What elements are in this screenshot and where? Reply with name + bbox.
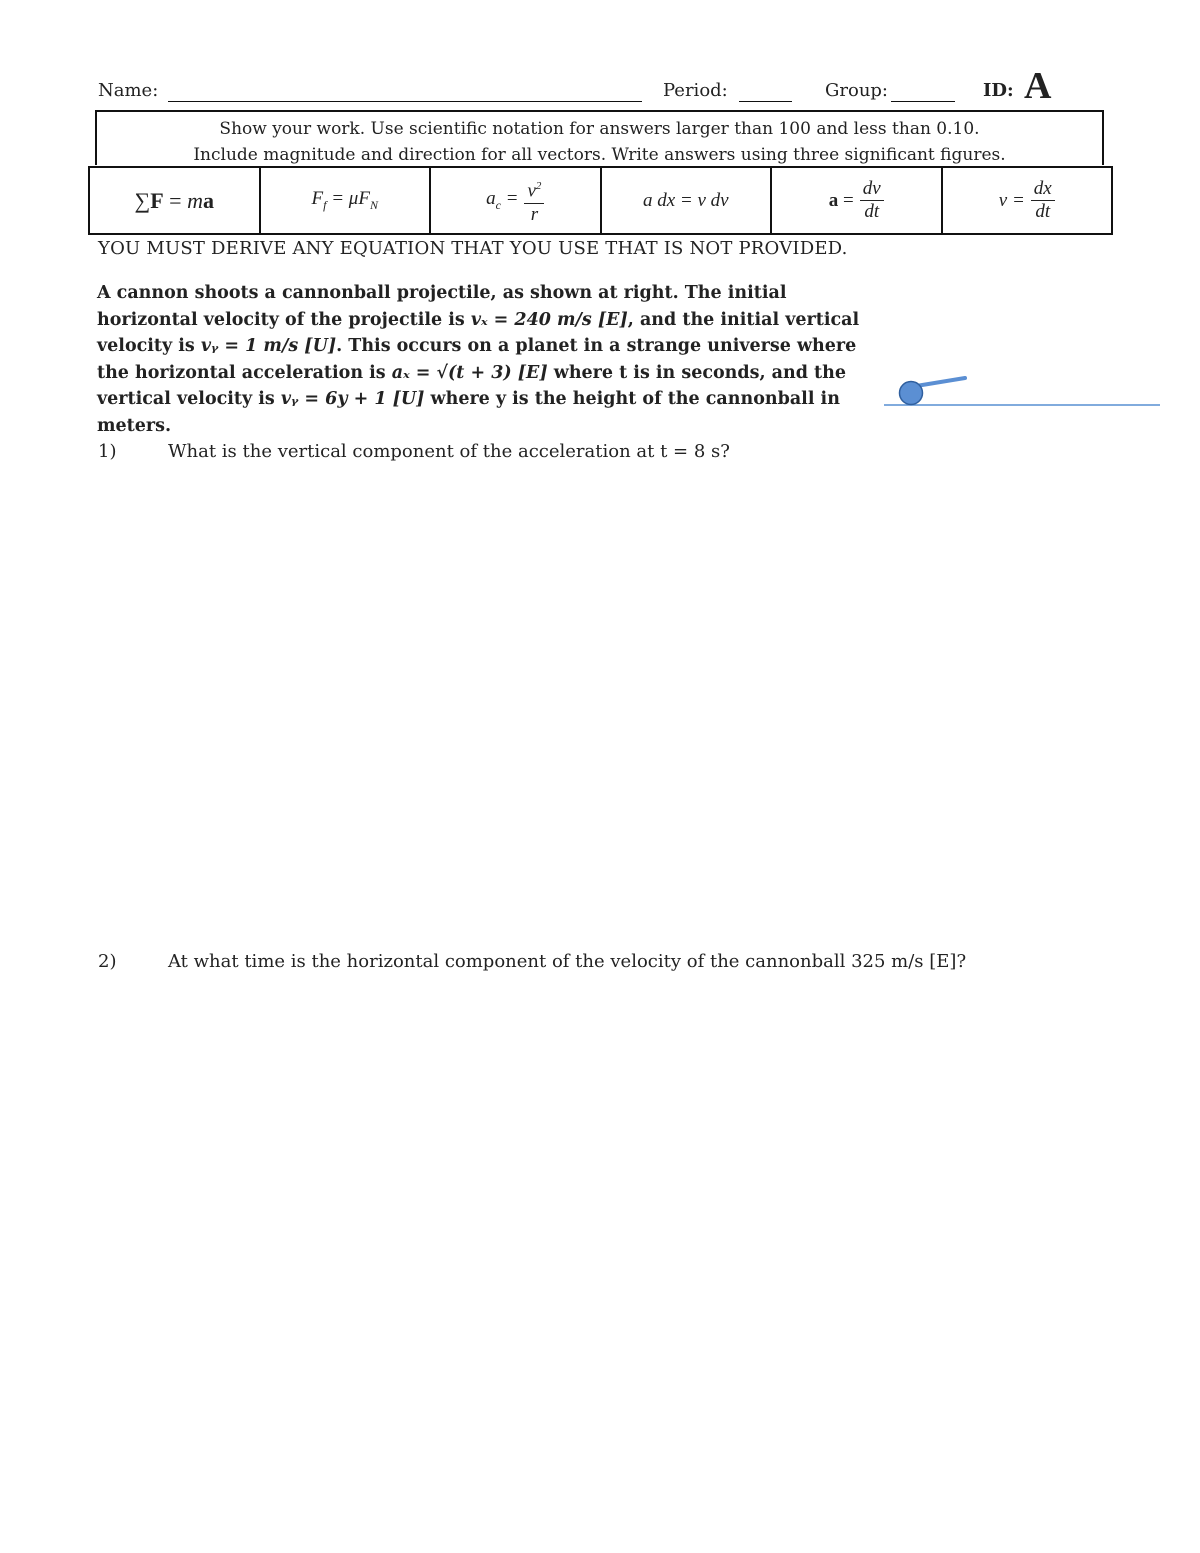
equation-centripetal (431, 168, 602, 233)
vx-expression: vₓ = 240 m/s [E] (470, 309, 628, 330)
equation-fraction: $\frac{v^2}{r}$ (524, 175, 544, 225)
derive-note: YOU MUST DERIVE ANY EQUATION THAT YOU USE THAT IS NOT PROVIDED. (98, 238, 848, 259)
period-blank[interactable] (739, 101, 792, 102)
instructions-box (95, 110, 1104, 165)
equation-text: $a_c$ = (486, 188, 519, 212)
cannon-figure (880, 370, 1170, 415)
group-blank[interactable] (891, 101, 955, 102)
question-2-text: At what time is the horizontal component of the velocity of the cannonball 325 m/s [E]? (168, 951, 967, 972)
problem-text-5: where y is the height of the cannonball in meters. (97, 389, 840, 436)
equation-table (88, 166, 1113, 235)
name-label: Name: (98, 80, 159, 101)
problem-text-2: , and the initial vertical velocity is (97, 309, 860, 356)
id-label: ID: (983, 80, 1014, 101)
problem-text-4: where t is in seconds, and the vertical velocity is (97, 362, 846, 409)
equation-text: $F_f = \mu F_N$ (311, 188, 378, 212)
problem-statement (97, 280, 867, 439)
group-label: Group: (825, 80, 888, 101)
question-2-number: 2) (98, 951, 117, 972)
period-label: Period: (663, 80, 728, 101)
equation-newton-second-law (90, 168, 261, 233)
vy-initial-expression: vᵧ = 1 m/s [U] (200, 336, 337, 356)
name-blank[interactable] (168, 101, 642, 102)
equation-fraction: $\frac{dv}{dt}$ (860, 178, 884, 223)
question-1-text: What is the vertical component of the acceleration at t = 8 s? (168, 441, 730, 462)
equation-acceleration (772, 168, 943, 233)
equation-text: ∑F = ma (134, 187, 214, 213)
problem-text-1: A cannon shoots a cannonball projectile, as shown at right. The initial horizontal velocity of the projectile is (97, 283, 787, 330)
equation-velocity (943, 168, 1112, 233)
equation-friction (261, 168, 432, 233)
ax-expression: aₓ = √(t + 3) [E] (391, 362, 548, 383)
instructions-line-1: Show your work. Use scientific notation for answers larger than 100 and less than 0.10. (219, 119, 980, 139)
instructions-line-2: Include magnitude and direction for all vectors. Write answers using three significant figures. (193, 145, 1006, 165)
question-1-number: 1) (98, 441, 117, 462)
cannonball-icon (900, 382, 923, 405)
equation-text: a dx = v dv (642, 189, 729, 211)
vy-expression: vᵧ = 6y + 1 [U] (280, 389, 425, 409)
equation-text: v = (998, 189, 1025, 211)
equation-fraction: $\frac{dx}{dt}$ (1031, 178, 1055, 223)
problem-text-3: . This occurs on a planet in a strange universe where the horizontal acceleration is (97, 336, 857, 383)
equation-work-energy (602, 168, 773, 233)
equation-text: a = (828, 189, 854, 211)
id-value: A (1024, 65, 1052, 107)
